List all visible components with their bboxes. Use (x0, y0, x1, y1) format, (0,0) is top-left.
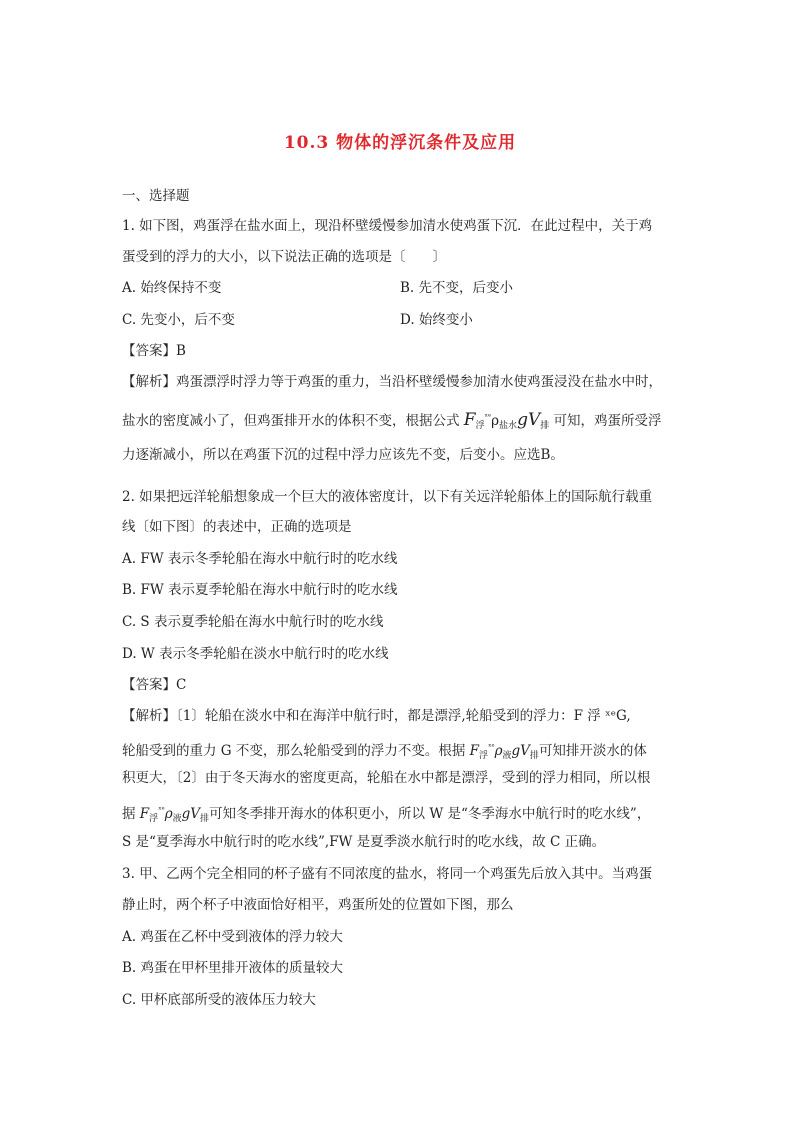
q2-option-d: D. W 表示冬季轮船在淡水中航行时的吃水线 (122, 646, 389, 662)
q2-analysis-line1: 【解析】〔1〕轮船在淡水中和在海洋中航行时，都是漂浮,轮船受到的浮力：F 浮 ˣᵉG, (122, 708, 631, 724)
q1-analysis-line1: 【解析】鸡蛋漂浮时浮力等于鸡蛋的重力，当沿杯壁缓慢参加清水使鸡蛋浸没在盐水中时， (122, 374, 662, 390)
q1-option-c: C. 先变小，后不变 (122, 312, 235, 328)
q1-analysis-line2-post: 可知，鸡蛋所受浮 (553, 413, 662, 429)
q1-stem-line1: 1. 如下图，鸡蛋浮在盐水面上，现沿杯壁缓慢参加清水使鸡蛋下沉．在此过程中，关于鸡 (122, 218, 653, 234)
q3-stem-line2: 静止时，两个杯子中液面恰好相平，鸡蛋所处的位置如下图，那么 (122, 897, 514, 913)
q2-option-c: C. S 表示夏季轮船在海水中航行时的吃水线 (122, 614, 384, 630)
q1-option-a: A. 始终保持不变 (122, 280, 222, 296)
page-title: 10.3 物体的浮沉条件及应用 (283, 133, 517, 153)
q2-analysis-line4: 据 $F_浮^{ˣᵉ}\rho_液gV_排$可知冬季排开海水的体积更小，所以 W 是“冬季海水中航行时的吃水线”， (122, 805, 651, 824)
q1-analysis-line2 (122, 407, 662, 436)
q2-stem-line2: 线〔如下图〕的表述中，正确的选项是 (122, 519, 352, 535)
q3-option-c: C. 甲杯底部所受的液体压力较大 (122, 992, 316, 1008)
q3-option-a: A. 鸡蛋在乙杯中受到液体的浮力较大 (122, 929, 343, 945)
q2-analysis-line2: 轮船受到的重力 G 不变，那么轮船受到的浮力不变。根据 $F_浮^{ˣᵉ}\rho_液gV_排$可知排开淡水的体 (122, 742, 647, 761)
q3-stem-line1: 3. 甲、乙两个完全相同的杯子盛有不同浓度的盐水，将同一个鸡蛋先后放入其中。当鸡蛋 (122, 866, 653, 882)
q2-option-a: A. FW 表示冬季轮船在海水中航行时的吃水线 (122, 551, 398, 567)
q3-option-b: B. 鸡蛋在甲杯里排开液体的质量较大 (122, 960, 344, 976)
q1-analysis-line3: 力逐渐减小，所以在鸡蛋下沉的过程中浮力应该先不变，后变小。应选B。 (122, 447, 564, 463)
buoyancy-formula: $F_浮^{ˣᵉ}\rho_液gV_排$ (139, 805, 210, 824)
section-heading: 一、选择题 (122, 188, 190, 204)
q2-analysis-line5: S 是“夏季海水中航行时的吃水线”,FW 是夏季淡水航行时的吃水线，故 C 正确。 (122, 834, 606, 850)
q1-answer: 【答案】B (122, 343, 186, 359)
q1-analysis-line2-pre: 盐水的密度减小了，但鸡蛋排开水的体积不变，根据公式 (122, 413, 460, 429)
q1-option-d: D. 始终变小 (400, 312, 473, 328)
q1-stem-line2: 蛋受到的浮力的大小，以下说法正确的选项是〔 〕 (122, 249, 446, 265)
buoyancy-formula: $F_浮^{ˣᵉ}\rho_{盐水}gV_排$ (463, 410, 550, 431)
q1-option-b: B. 先不变，后变小 (400, 280, 514, 296)
q2-stem-line1: 2. 如果把远洋轮船想象成一个巨大的液体密度计，以下有关远洋轮船体上的国际航行载重 (122, 489, 653, 505)
buoyancy-formula: $F_浮^{ˣᵉ}\rho_液gV_排$ (469, 742, 539, 761)
q2-answer: 【答案】C (122, 677, 187, 693)
q2-analysis-line3: 积更大，〔2〕由于冬天海水的密度更高，轮船在水中都是漂浮，受到的浮力相同，所以根 (122, 770, 651, 786)
q2-option-b: B. FW 表示夏季轮船在海水中航行时的吃水线 (122, 582, 398, 598)
